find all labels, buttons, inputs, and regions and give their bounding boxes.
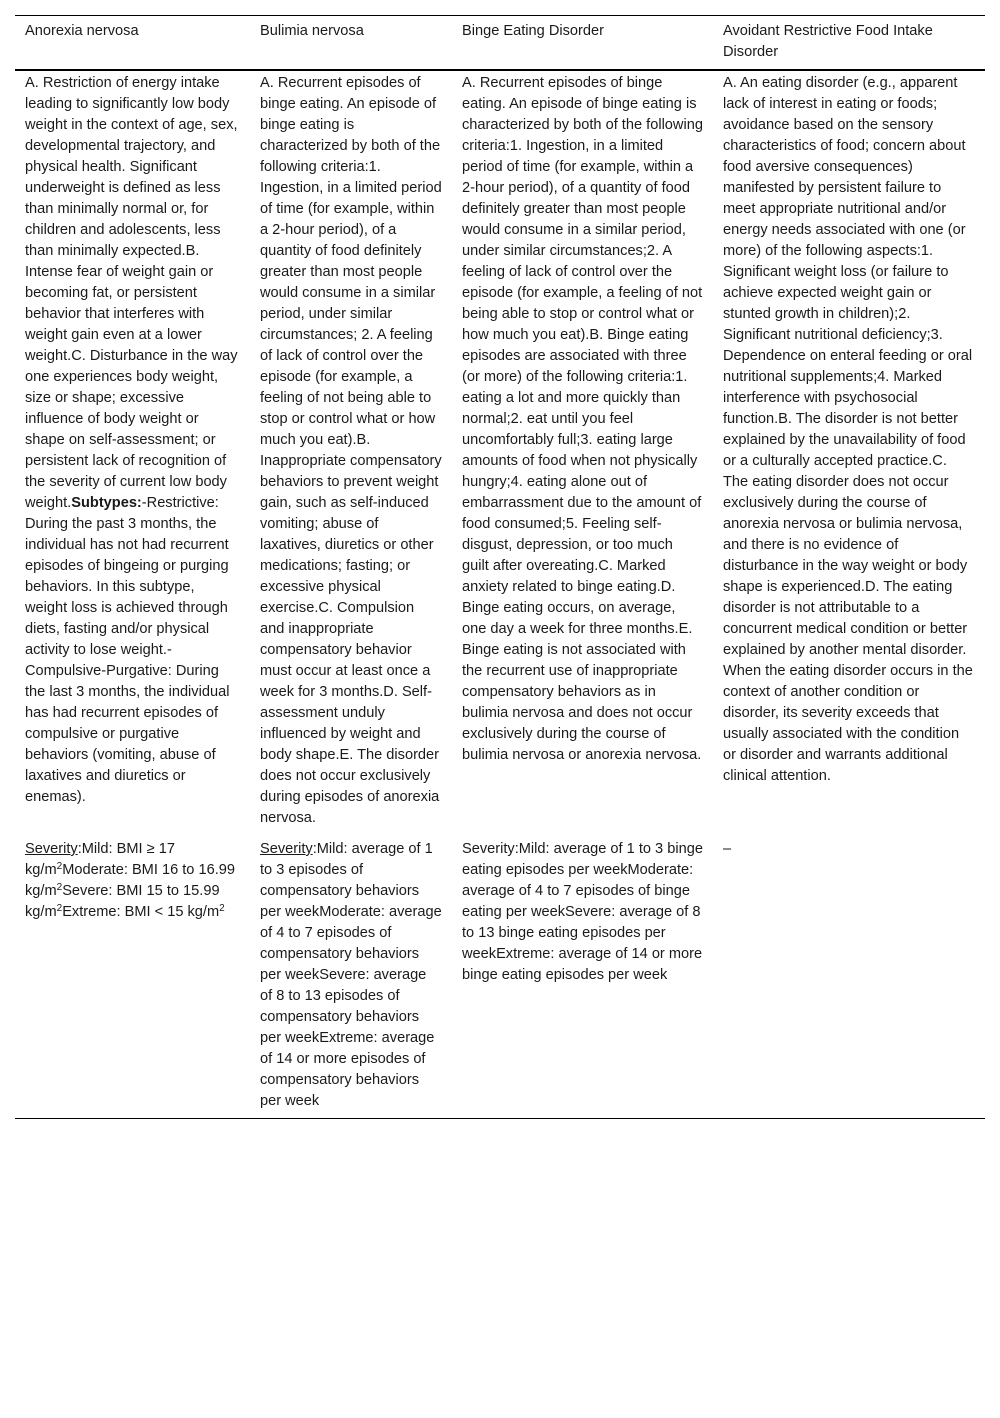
cell-arfid-criteria: A. An eating disorder (e.g., apparent lack of interest in eating or foods; avoidance based on the sensory characteristics of food; concern about food aversive consequences) manifested by persistent failure to meet appropriate nutritional and/or energy needs associated with one (or more) of the following aspects:1. Significant weight loss (or failure to achieve expected weight gain or stunted growth in children);2. Significant nutritional deficiency;3. Dependence on enteral feeding or oral nutritional supplements;4. Marked interference with psychosocial function.B. The disorder is not better explained by the unavailability of food or a culturally accepted practice.C. The eating disorder does not occur exclusively during the course of anorexia nervosa or bulimia nervosa, and there is no evidence of disturbance in the way weight or body shape is experienced.D. The eating disorder is not attributable to a concurrent medical condition or better explained by another mental disorder. When the eating disorder occurs in the context of another condition or disorder, its severity exceeds that usually associated with the condition or disorder and warrants additional clinical attention. — [723, 75, 973, 784]
anorexia-severity-moderate: Moderate: BMI 16 to 16.99 kg/m — [25, 862, 235, 899]
severity-label: Severity — [25, 841, 78, 857]
anorexia-severity-mild: :Mild: BMI ≥ 17 kg/m — [25, 841, 175, 878]
table-row-criteria — [15, 70, 985, 837]
superscript-2: 2 — [219, 903, 225, 914]
superscript-2: 2 — [56, 861, 63, 872]
cell-binge-severity: Severity:Mild: average of 1 to 3 binge eating episodes per weekModerate: average of 4 to 7 episodes of binge eating per weekSevere: average of 8 to 13 binge eating episodes per weekExtreme: average of 14 or more binge eating episodes per week — [462, 841, 703, 983]
diagnostic-criteria-table-container — [15, 15, 985, 1119]
table-body — [15, 70, 985, 1119]
header-row — [15, 16, 985, 71]
anorexia-subtypes-text: -Restrictive: During the past 3 months, the individual has not had recurrent episodes of bingeing or purging behaviors. In this subtype, weight loss is achieved through diets, fasting and/or physical activity to lose weight.-Compulsive-Purgative: During the last 3 months, the individual has had recurrent episodes of compulsive or purgative behaviors (vomiting, abuse of laxatives and diuretics or enemas). — [25, 495, 230, 805]
cell-bulimia-criteria: A. Recurrent episodes of binge eating. An episode of binge eating is characterized by both of the following criteria:1. Ingestion, in a limited period of time (for example, within a 2-hour period), of a quantity of food definitely greater than most people would consume in a similar period, under similar circumstances; 2. A feeling of lack of control over the episode (for example, a feeling of not being able to stop or control what or how much you eat).B. Inappropriate compensatory behaviors to prevent weight gain, such as self-induced vomiting; abuse of laxatives, diuretics or other medications; fasting; or excessive physical exercise.C. Compulsion and inappropriate compensatory behavior must occur at least once a week for 3 months.D. Self-assessment unduly influenced by weight and body shape.E. The disorder does not occur exclusively during episodes of anorexia nervosa. — [260, 75, 442, 826]
header-bulimia-nervosa: Bulimia nervosa — [260, 23, 364, 39]
cell-anorexia-severity — [15, 837, 250, 1119]
cell-arfid-severity: – — [723, 841, 732, 857]
table-header — [15, 16, 985, 71]
eating-disorders-criteria-table — [15, 15, 985, 1119]
anorexia-severity-severe: Severe: BMI 15 to 15.99 kg/m — [25, 883, 220, 920]
subtypes-label: Subtypes: — [71, 495, 142, 511]
header-arfid: Avoidant Restrictive Food Intake Disorder — [723, 23, 933, 60]
bulimia-severity-text: :Mild: average of 1 to 3 episodes of compensatory behaviors per weekModerate: average of 4 to 7 episodes of compensatory behaviors per weekSevere: average of 8 to 13 episodes of compensatory behaviors per weekExtreme: average of 14 or more episodes of compensatory behaviors per week — [260, 841, 442, 1109]
table-row-severity — [15, 837, 985, 1119]
cell-anorexia-criteria — [15, 70, 250, 837]
header-binge-eating-disorder: Binge Eating Disorder — [462, 23, 604, 39]
superscript-2: 2 — [56, 882, 63, 893]
superscript-2: 2 — [56, 903, 63, 914]
anorexia-severity-extreme: Extreme: BMI < 15 kg/m — [62, 904, 220, 920]
cell-bulimia-severity — [250, 837, 452, 1119]
anorexia-criteria-text: A. Restriction of energy intake leading to significantly low body weight in the context of age, sex, developmental trajectory, and physical health. Significant underweight is defined as less than minimally normal or, for children and adolescents, less than minimally expected.B. Intense fear of weight gain or becoming fat, or persistent behavior that interferes with weight gain even at a lower weight.C. Disturbance in the way one experiences body weight, size or shape; excessive influence of body weight or shape on self-assessment; or persistent lack of recognition of the severity of current low body weight. — [25, 75, 238, 511]
header-anorexia-nervosa: Anorexia nervosa — [25, 23, 139, 39]
cell-binge-criteria: A. Recurrent episodes of binge eating. An episode of binge eating is characterized by both of the following criteria:1. Ingestion, in a limited period of time (for example, within a 2-hour period), of a quantity of food definitely greater than most people would consume in a similar period, under similar circumstances;2. A feeling of lack of control over the episode (for example, a feeling of not being able to stop or control what or how much you eat).B. Binge eating episodes are associated with three (or more) of the following criteria:1. eating a lot and more quickly than normal;2. eat until you feel uncomfortably full;3. eating large amounts of food when not physically hungry;4. eating alone out of embarrassment due to the amount of food consumed;5. Feeling self-disgust, depression, or too much guilt after overeating.C. Marked anxiety related to binge eating.D. Binge eating occurs, on average, one day a week for three months.E. Binge eating is not associated with the recurrent use of inappropriate compensatory behaviors as in bulimia nervosa and does not occur exclusively during the course of bulimia nervosa or anorexia nervosa. — [462, 75, 703, 763]
severity-label: Severity — [260, 841, 313, 857]
